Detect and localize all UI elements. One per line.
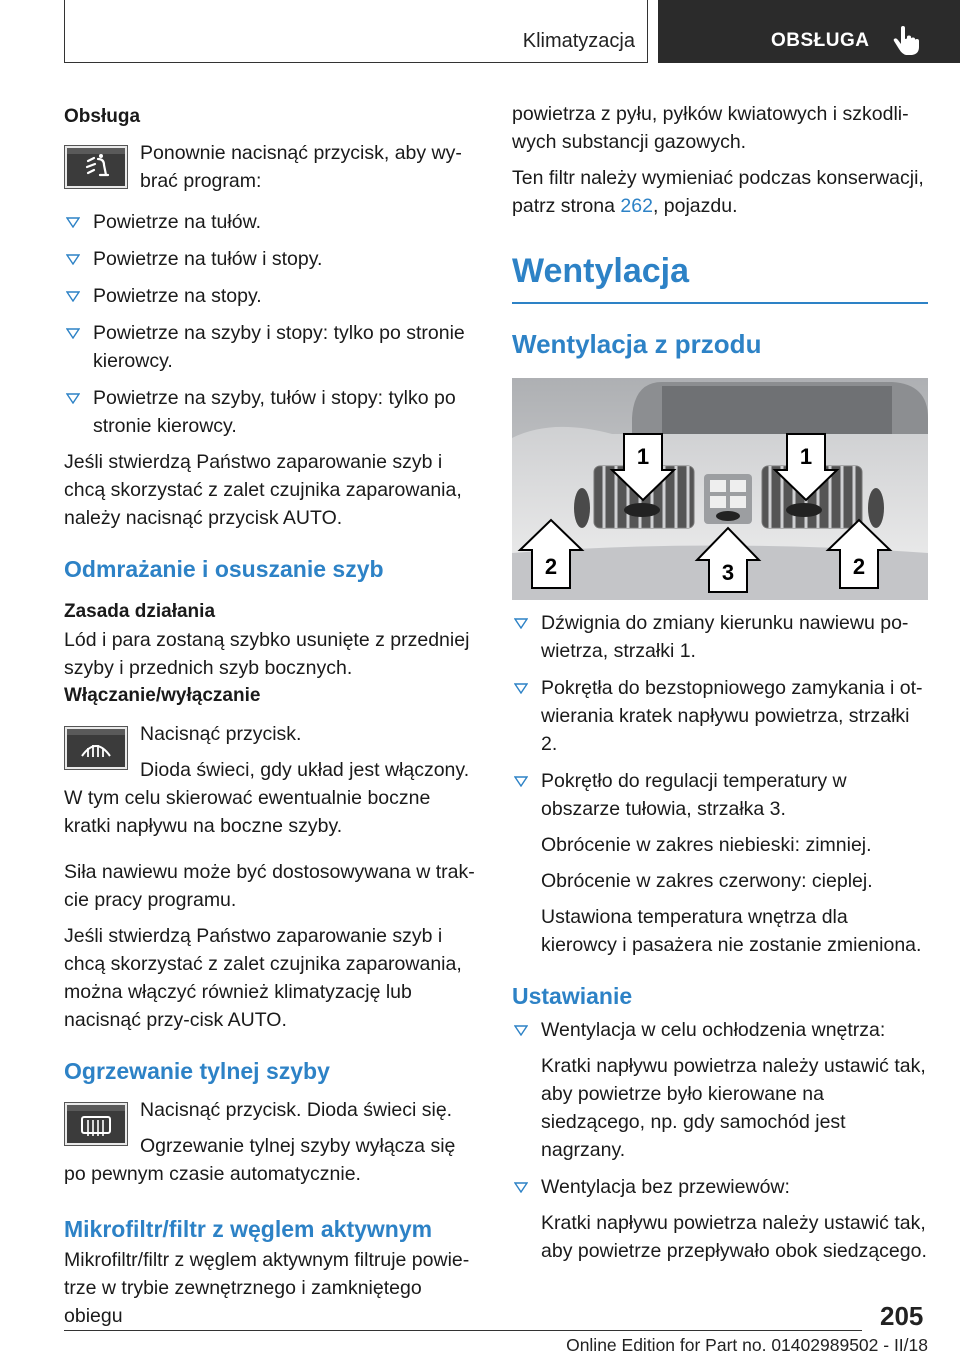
callout-label: 3 xyxy=(721,560,735,585)
right-column xyxy=(512,100,928,1265)
footer-edition: Online Edition for Part no. 01402989502 - II/18 xyxy=(566,1335,928,1355)
triangle-bullet-icon xyxy=(514,1182,528,1193)
air-distribution-button-icon xyxy=(64,145,128,189)
callout-label: 2 xyxy=(852,554,866,579)
temp-red-text: Obrócenie w zakres czerwony: cieplej. xyxy=(541,870,873,892)
list-item: Pokrętło do regulacji temperatury w obszarze tułowia, strzałka 3. Obrócenie w zakres niebieski: zimniej. Obrócenie w zakres czerwony: cieplej. Ustawiona temperatura wnętrza dla kierowcy i pasażera nie zostanie zmieniona. xyxy=(512,767,928,959)
heading-wlaczanie: Włączanie/wyłączanie xyxy=(64,685,261,706)
list-item: Wentylacja bez przewiewów: Kratki napływu powietrza należy ustawić tak, aby powietrze przepływało obok siedzącego. xyxy=(512,1173,928,1265)
defrost-diode-text: Dioda świeci, gdy układ jest włączony. xyxy=(140,759,470,781)
heading-obsluga: Obsługa xyxy=(64,106,141,127)
triangle-bullet-icon xyxy=(514,1025,528,1036)
defrost-button-row xyxy=(64,720,482,784)
filter-continuation: powietrza z pyłu, pyłków kwiatowych i szkodli-wych substancji gazowych. xyxy=(512,103,909,153)
triangle-bullet-icon xyxy=(66,393,80,404)
program-list xyxy=(64,208,482,440)
heading-odmrazanie: Odmrażanie i osuszanie szyb xyxy=(64,556,384,582)
header-section-title: Klimatyzacja xyxy=(522,30,635,52)
header-section-box xyxy=(64,0,648,63)
parts-list xyxy=(512,609,928,959)
triangle-bullet-icon xyxy=(514,618,528,629)
triangle-bullet-icon xyxy=(66,217,80,228)
callout-label: 2 xyxy=(544,554,558,579)
heading-mikrofiltr: Mikrofiltr/filtr z węglem aktywnym xyxy=(64,1216,433,1242)
header-chapter-tab xyxy=(658,0,960,63)
triangle-bullet-icon xyxy=(66,254,80,265)
fog-sensor-note: Jeśli stwierdzą Państwo zaparowanie szyb i chcą skorzystać z zalet czujnika zaparowania, należy nacisnąć przycisk AUTO. xyxy=(64,451,462,529)
list-item: Powietrze na tułów i stopy. xyxy=(64,245,482,273)
list-item: Wentylacja w celu ochłodzenia wnętrza: Kratki napływu powietrza należy ustawić tak, aby powietrze było kierowane na siedzącego, np. gdy samochód jest nagrzany. xyxy=(512,1016,928,1164)
list-item: Powietrze na szyby, tułów i stopy: tylko po stronie kierowcy. xyxy=(64,384,482,440)
triangle-bullet-icon xyxy=(66,328,80,339)
page-number: 205 xyxy=(880,1301,924,1331)
program-instruction: Ponownie nacisnąć przycisk, aby wy-brać program: xyxy=(140,142,462,192)
footer-rule xyxy=(64,1330,862,1331)
list-item: Powietrze na tułów. xyxy=(64,208,482,236)
fog-sensor-note-2: Jeśli stwierdzą Państwo zaparowanie szyb i chcą skorzystać z zalet czujnika zaparowania, można włączyć również klimatyzację lub nacisnąć przy-cisk AUTO. xyxy=(64,925,462,1031)
page-link[interactable]: 262 xyxy=(620,195,653,217)
rear-press-text: Nacisnąć przycisk. Dioda świeci się. xyxy=(140,1099,453,1121)
fan-strength-text: Siła nawiewu może być dostosowywana w trak-cie pracy programu. xyxy=(64,861,475,911)
list-item: Dźwignia do zmiany kierunku nawiewu po-wietrza, strzałki 1. xyxy=(512,609,928,665)
filter-text: Mikrofiltr/filtr z węglem aktywnym filtruje powie-trze w trybie zewnętrznego i zamkniętego obiegu xyxy=(64,1249,470,1327)
callout-label: 1 xyxy=(636,444,650,469)
temp-note-text: Ustawiona temperatura wnętrza dla kierowcy i pasażera nie zostanie zmieniona. xyxy=(541,906,922,956)
rear-defrost-row xyxy=(64,1096,482,1188)
program-button-row xyxy=(64,139,482,199)
triangle-bullet-icon xyxy=(514,776,528,787)
list-item: Pokrętła do bezstopniowego zamykania i ot-wierania kratek napływu powietrza, strzałki 2. xyxy=(512,674,928,758)
hand-pointer-icon xyxy=(893,26,921,56)
rear-auto-off-text: Ogrzewanie tylnej szyby wyłącza się po pewnym czasie automatycznie. xyxy=(64,1135,456,1185)
heading-rule xyxy=(512,302,928,304)
heading-zasada: Zasada działania xyxy=(64,601,216,622)
zasada-text: Lód i para zostaną szybko usunięte z przedniej szyby i przednich szyb bocznych. xyxy=(64,629,470,679)
settings-list xyxy=(512,1016,928,1265)
side-vents-text: W tym celu skierować ewentualnie boczne kratki napływu na boczne szyby. xyxy=(64,787,431,837)
defrost-press-text: Nacisnąć przycisk. xyxy=(140,723,302,745)
triangle-bullet-icon xyxy=(66,291,80,302)
list-item: Powietrze na szyby i stopy: tylko po stronie kierowcy. xyxy=(64,319,482,375)
header-chapter-title: OBSŁUGA xyxy=(771,30,870,51)
list-item: Powietrze na stopy. xyxy=(64,282,482,310)
no-draft-text: Kratki napływu powietrza należy ustawić tak, aby powietrze przepływało obok siedzącego. xyxy=(541,1212,927,1262)
heading-ustawianie: Ustawianie xyxy=(512,983,633,1009)
windshield-defrost-button-icon xyxy=(64,726,128,770)
triangle-bullet-icon xyxy=(514,683,528,694)
filter-replace-text: Ten filtr należy wymieniać podczas konserwacji, patrz strona 262, pojazdu. xyxy=(512,167,924,217)
cooling-text: Kratki napływu powietrza należy ustawić tak, aby powietrze było kierowane na siedzącego, np. gdy samochód jest nagrzany. xyxy=(541,1055,926,1161)
temp-blue-text: Obrócenie w zakres niebieski: zimniej. xyxy=(541,834,872,856)
rear-window-heating-button-icon xyxy=(64,1102,128,1146)
heading-wentylacja: Wentylacja xyxy=(512,252,690,290)
heading-wentylacja-przodu: Wentylacja z przodu xyxy=(512,329,762,359)
front-vents-illustration xyxy=(512,378,928,600)
left-column xyxy=(64,100,482,1330)
callout-label: 1 xyxy=(799,444,813,469)
heading-ogrzewanie: Ogrzewanie tylnej szyby xyxy=(64,1058,330,1084)
